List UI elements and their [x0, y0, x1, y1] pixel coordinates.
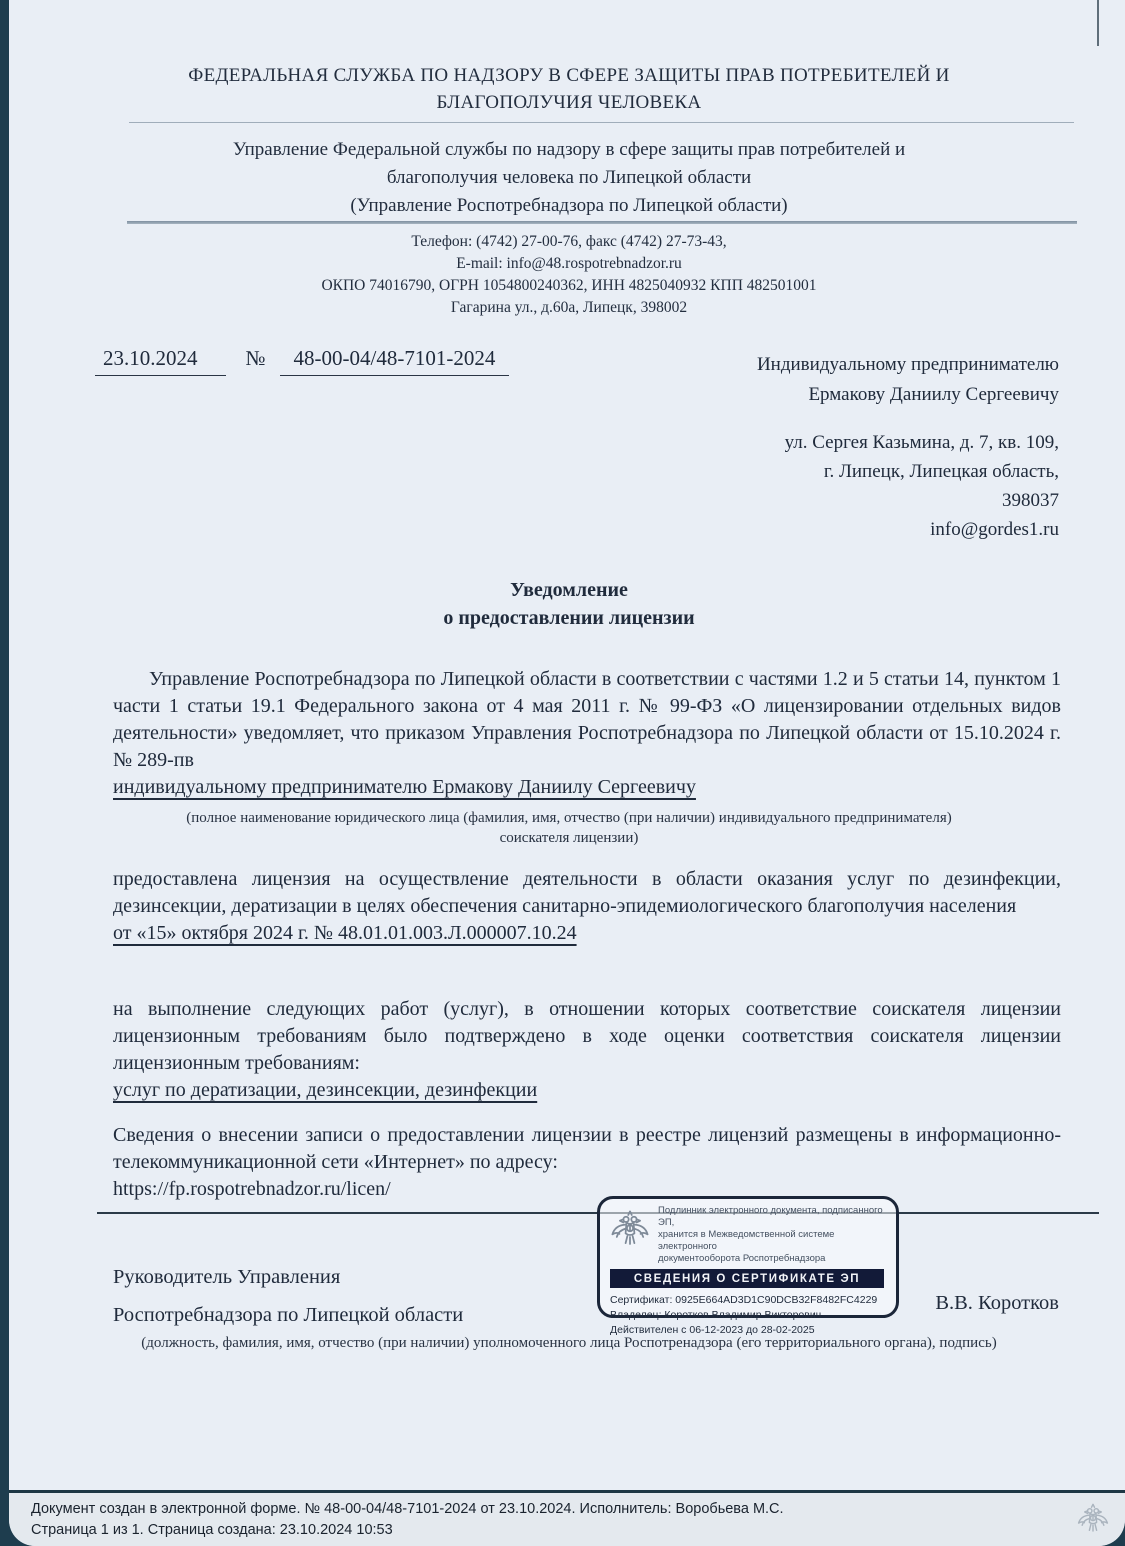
org-name-line: Управление Федеральной службы по надзору в сфере защиты прав потребителей и — [232, 139, 906, 160]
document-title-line: Уведомление — [510, 579, 628, 601]
paragraph-text: Управление Роспотребнадзора по Липецкой области в соответствии с частями 1.2 и 5 статьи 14, пунктом 1 части 1 статьи 19.1 Федерального закона от 4 мая 2011 г. № 99-ФЗ «О лицензировании отдельных видов деятельности» уведомляет, что приказом Управления Роспотребнадзора по Липецкой области от 15.10.2024 г. № 289-пв — [113, 668, 1061, 771]
rospotrebnadzor-emblem-icon — [608, 1207, 652, 1264]
document-number: 48-00-04/48-7101-2024 — [280, 346, 510, 376]
licensee-name-underlined: индивидуальному предпринимателю Ермакову Даниилу Сергеевичу — [113, 776, 696, 798]
footer-document-info: Документ создан в электронной форме. № 48-00-04/48-7101-2024 от 23.10.2024. Исполнитель: Воробьева М.С. — [31, 1501, 784, 1517]
scan-edge-artifact — [1097, 0, 1099, 46]
document-date-number-row — [95, 346, 615, 376]
federal-service-name — [109, 62, 1029, 116]
licensee-field-caption: (полное наименование юридического лица (фамилия, имя, отчество (при наличии) индивидуального предпринимателя) соискателя лицензии) — [186, 810, 952, 846]
certificate-id: Сертификат: 0925E664AD3D1C90DCB32F8482FC4229 — [610, 1294, 878, 1306]
recipient-address-line: ул. Сергея Казьмина, д. 7, кв. 109, — [784, 432, 1059, 453]
federal-service-line: БЛАГОПОЛУЧИЯ ЧЕЛОВЕКА — [436, 92, 702, 113]
recipient-line: Ермакову Даниилу Сергеевичу — [808, 384, 1059, 405]
certificate-banner: СВЕДЕНИЯ О СЕРТИФИКАТЕ ЭП — [610, 1269, 884, 1288]
paragraph-text: Сведения о внесении записи о предоставлении лицензии в реестре лицензий размещены в информационно-телекоммуникационной сети «Интернет» по адресу: — [113, 1124, 1061, 1173]
org-email: E-mail: info@48.rospotrebnadzor.ru — [456, 255, 682, 272]
signer-position — [113, 1258, 673, 1334]
stamp-description-line: хранится в Межведомственной системе электронного — [658, 1229, 835, 1252]
recipient-address-line: г. Липецк, Липецкая область, — [823, 461, 1059, 482]
org-address: Гагарина ул., д.60а, Липецк, 398002 — [450, 299, 688, 316]
footer-emblem-icon — [1075, 1501, 1111, 1546]
stamp-description-line: Подлинник электронного документа, подписанного ЭП, — [658, 1205, 883, 1228]
footer-page-info: Страница 1 из 1. Страница создана: 23.10.2024 10:53 — [31, 1522, 393, 1538]
recipient-block — [639, 350, 1059, 410]
registry-url: https://fp.rospotrebnadzor.ru/licen/ — [113, 1178, 391, 1200]
recipient-address-block — [639, 428, 1059, 544]
number-sign: № — [245, 346, 266, 370]
e-document-footer — [9, 1490, 1125, 1546]
org-name-line: (Управление Роспотребнадзора по Липецкой области) — [350, 195, 788, 216]
paragraph-text: предоставлена лицензия на осуществление деятельности в области оказания услуг по дезинфекции, дезинсекции, дератизации в целях обеспечения санитарно-эпидемиологического благополучия населения — [113, 868, 1061, 917]
document-title — [109, 576, 1029, 632]
signer-position-line: Роспотребнадзора по Липецкой области — [113, 1304, 464, 1326]
org-contact-block — [169, 231, 969, 319]
license-number-underlined: от «15» октября 2024 г. № 48.01.01.003.Л.000007.10.24 — [113, 922, 577, 944]
org-name-line: благополучия человека по Липецкой области — [386, 167, 752, 188]
stamp-description — [658, 1205, 886, 1265]
body-paragraph-4 — [113, 1122, 1061, 1203]
signature-field-caption: (должность, фамилия, имя, отчество (при наличии) уполномоченного лица Роспотренадзора (его территориального органа), подпись) — [141, 1335, 997, 1351]
body-paragraph-2 — [113, 866, 1061, 947]
federal-service-line: ФЕДЕРАЛЬНАЯ СЛУЖБА ПО НАДЗОРУ В СФЕРЕ ЗАЩИТЫ ПРАВ ПОТРЕБИТЕЛЕЙ И — [188, 65, 950, 86]
recipient-email: info@gordes1.ru — [930, 519, 1059, 540]
certificate-validity: Действителен с 06-12-2023 до 28-02-2025 — [610, 1324, 815, 1336]
org-registration-codes: ОКПО 74016790, ОГРН 1054800240362, ИНН 4825040932 КПП 482501001 — [321, 277, 817, 294]
org-name — [109, 136, 1029, 220]
recipient-address-line: 398037 — [1002, 490, 1059, 511]
document-page — [9, 0, 1125, 1546]
paragraph-text: на выполнение следующих работ (услуг), в отношении которых соответствие соискателя лицензии лицензионным требованиям было подтверждено в ходе оценки соответствия соискателя лицензии лицензионным требованиям: — [113, 998, 1061, 1074]
recipient-line: Индивидуальному предпринимателю — [756, 354, 1059, 375]
body-paragraph-1 — [113, 666, 1061, 801]
body-paragraph-3 — [113, 996, 1061, 1104]
document-date: 23.10.2024 — [95, 346, 226, 376]
services-list-underlined: услуг по дератизации, дезинсекции, дезинфекции — [113, 1079, 538, 1101]
document-title-line: о предоставлении лицензии — [443, 607, 695, 629]
signer-name: В.В. Коротков — [935, 1292, 1059, 1314]
signer-position-line: Руководитель Управления — [113, 1266, 341, 1288]
header-divider-thin — [129, 122, 1074, 123]
header-divider-thick — [127, 221, 1077, 224]
stamp-description-line: документооборота Роспотребнадзора — [658, 1253, 826, 1264]
org-phone: Телефон: (4742) 27-00-76, факс (4742) 27-73-43, — [411, 233, 727, 250]
certificate-owner: Владелец: Коротков Владимир Викторович — [610, 1309, 822, 1321]
